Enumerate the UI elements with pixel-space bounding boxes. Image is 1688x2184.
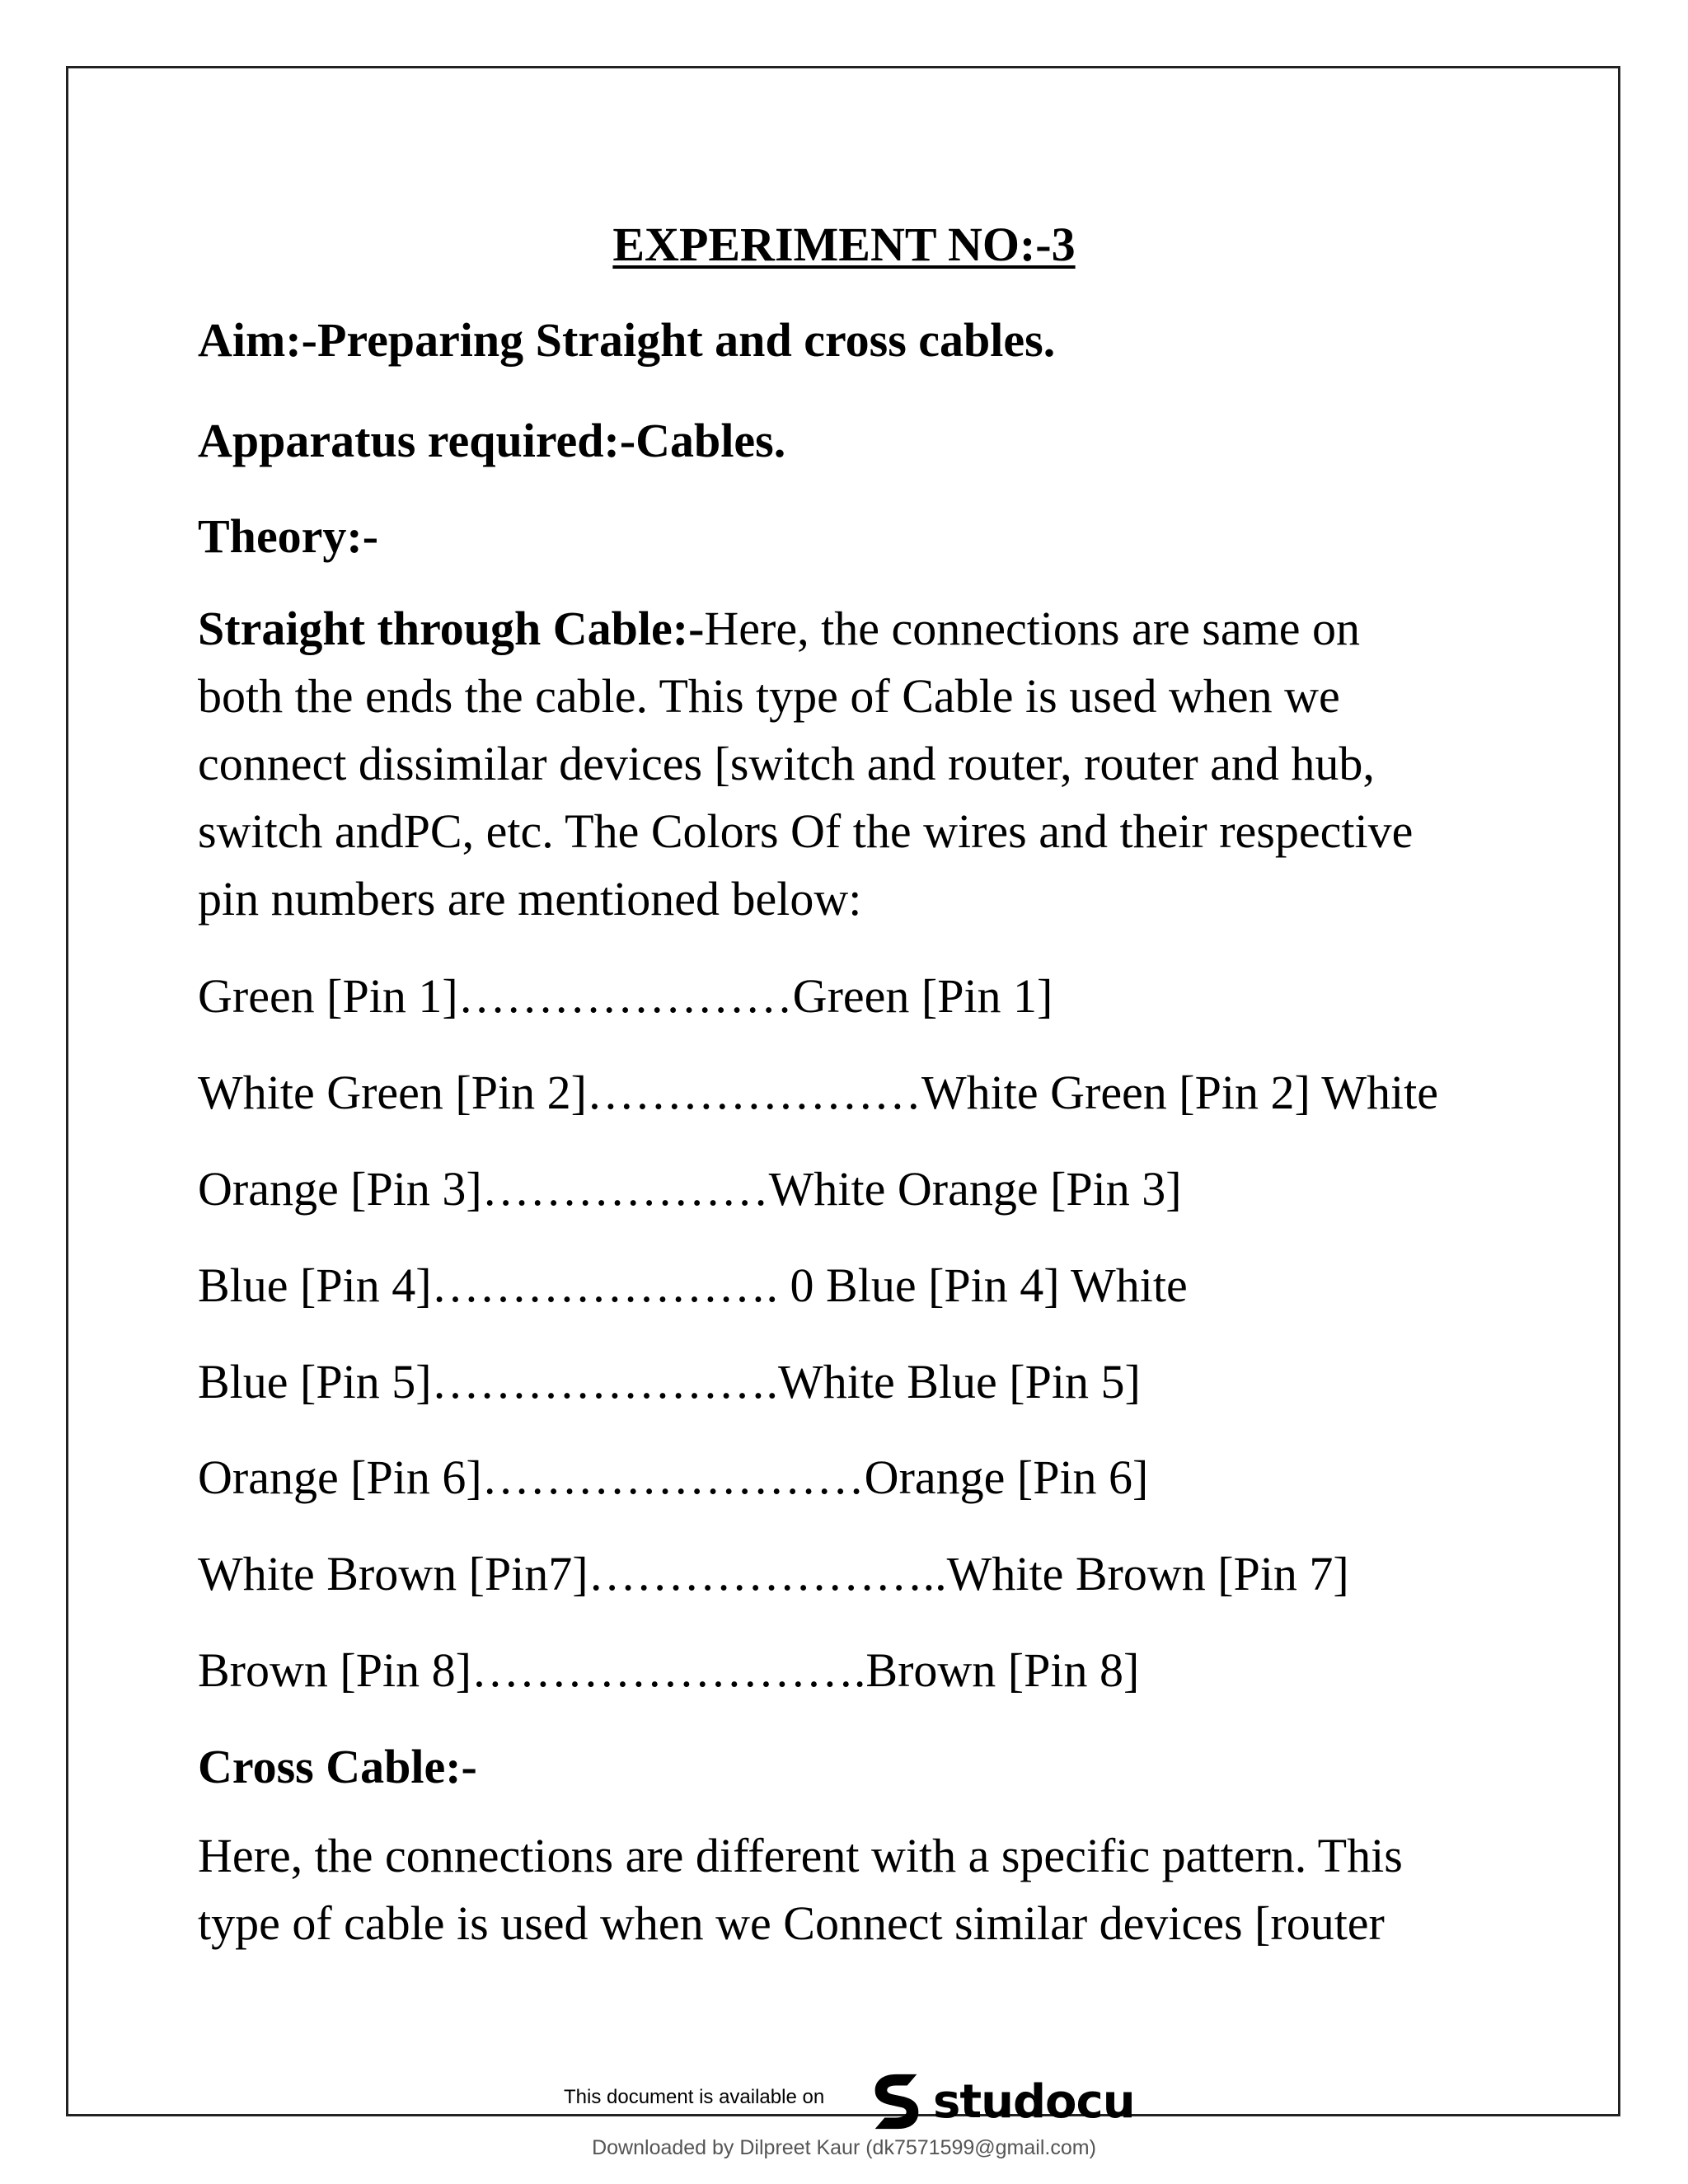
page-title-text: EXPERIMENT NO:-3 bbox=[612, 218, 1076, 271]
straight-paragraph-line: connect dissimilar devices [switch and router, router and hub, bbox=[198, 737, 1375, 790]
theory-heading: Theory:- bbox=[198, 509, 379, 563]
studocu-logo[interactable] bbox=[864, 2069, 1135, 2135]
straight-first-line bbox=[198, 595, 1360, 663]
pin-line: Green [Pin 1]…………………Green [Pin 1] bbox=[198, 969, 1053, 1023]
pin-line: Blue [Pin 5]………………….White Blue [Pin 5] bbox=[198, 1355, 1141, 1408]
pin-line: Blue [Pin 4]…………………. 0 Blue [Pin 4] White bbox=[198, 1258, 1188, 1312]
straight-paragraph-line: switch andPC, etc. The Colors Of the wires and their respective bbox=[198, 804, 1414, 858]
pin-line: Brown [Pin 8]…………………….Brown [Pin 8] bbox=[198, 1643, 1140, 1697]
pin-line: Orange [Pin 3]………………White Orange [Pin 3] bbox=[198, 1162, 1182, 1216]
cross-paragraph-line: Here, the connections are different with a specific pattern. This bbox=[198, 1829, 1403, 1882]
aim-line: Aim:-Preparing Straight and cross cables. bbox=[198, 313, 1056, 367]
cross-paragraph-line: type of cable is used when we Connect similar devices [router bbox=[198, 1896, 1385, 1950]
pin-line: Orange [Pin 6]……………………Orange [Pin 6] bbox=[198, 1451, 1149, 1504]
pin-line: White Green [Pin 2]…………………White Green [Pin 2] White bbox=[198, 1066, 1438, 1119]
straight-first-line-rest: Here, the connections are same on bbox=[704, 602, 1360, 655]
footer-available-text: This document is available on bbox=[564, 2086, 825, 2108]
pin-line: White Brown [Pin7]…………………..White Brown [Pin 7] bbox=[198, 1547, 1349, 1601]
studocu-logo-icon bbox=[864, 2069, 928, 2134]
footer-downloaded-by: Downloaded by Dilpreet Kaur (dk7571599@gmail.com) bbox=[592, 2136, 1096, 2159]
studocu-brand-text: studocu bbox=[933, 2074, 1135, 2129]
page-title bbox=[0, 216, 1688, 274]
straight-cable-label: Straight through Cable:- bbox=[198, 602, 705, 655]
straight-paragraph-line: both the ends the cable. This type of Cable is used when we bbox=[198, 669, 1340, 723]
cross-cable-heading: Cross Cable:- bbox=[198, 1740, 477, 1793]
apparatus-line: Apparatus required:-Cables. bbox=[198, 414, 786, 467]
straight-paragraph-line: pin numbers are mentioned below: bbox=[198, 872, 862, 926]
